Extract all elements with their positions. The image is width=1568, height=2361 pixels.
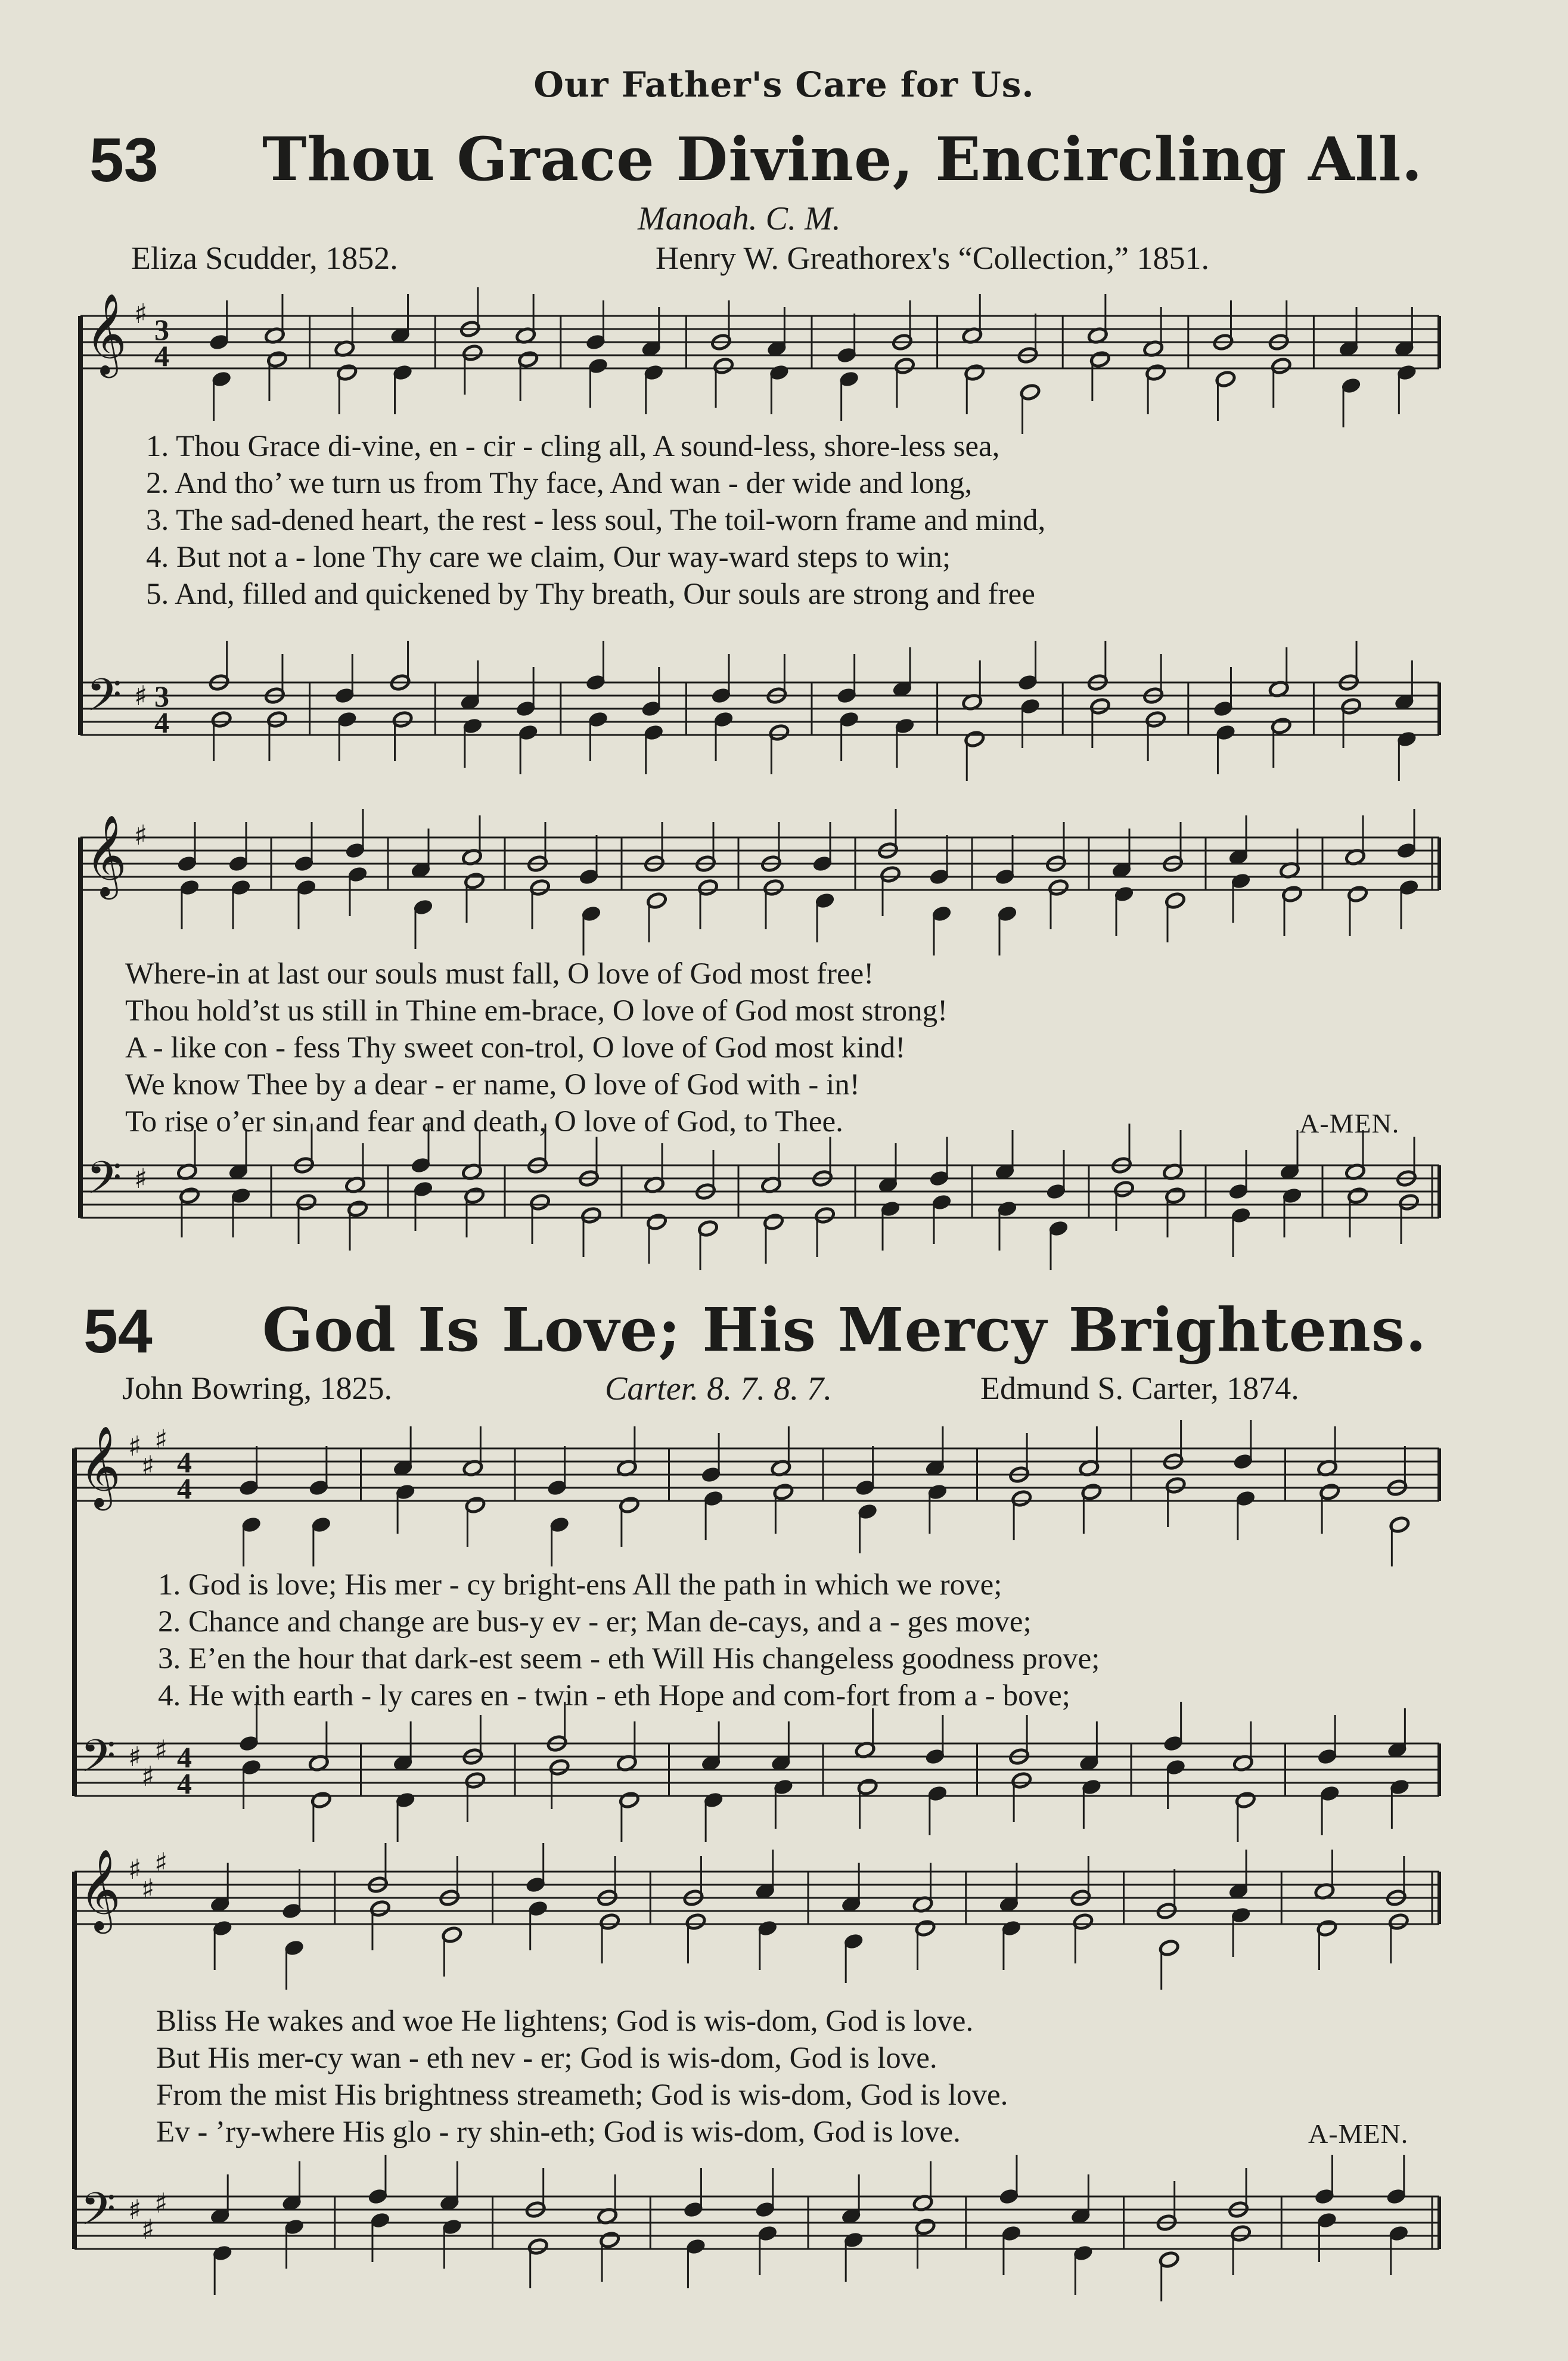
treble-clef-icon: 𝄞 (85, 814, 127, 896)
hymn-54-verse-2-line-1: 2. Chance and change are bus-y ev - er; Man de-cays, and a - ges move; (158, 1605, 1032, 1639)
hymn-53-verse-4-line-1: 4. But not a - lone Thy care we claim, Our way-ward steps to win; (146, 541, 951, 574)
time-signature-icon: 4 (154, 339, 169, 373)
hymn-54-verse-1-line-1: 1. God is love; His mer - cy bright-ens All the path in which we rove; (158, 1568, 1002, 1602)
sharp-icon: ♯ (128, 1740, 142, 1773)
sharp-icon: ♯ (134, 819, 148, 851)
hymn-53-amen: A-MEN. (1299, 1108, 1400, 1138)
hymn-53-verse-4-line-2: We know Thee by a dear - er name, O love of God with - in! (125, 1068, 860, 1102)
sharp-icon: ♯ (154, 1423, 168, 1456)
sharp-icon: ♯ (141, 1760, 155, 1792)
sharp-icon: ♯ (141, 2213, 155, 2245)
bass-clef-icon: 𝄢 (80, 2183, 116, 2247)
hymn-53-verse-1-line-2: Where-in at last our souls must fall, O love of God most free! (125, 957, 874, 991)
bass-clef-icon: 𝄢 (86, 669, 122, 733)
bass-clef-icon: 𝄢 (86, 1152, 122, 1215)
hymn-53-title: Thou Grace Divine, Encircling All. (262, 124, 1423, 194)
hymn-54-verse-3-line-2: From the mist His brightness streameth; God is wis-dom, God is love. (156, 2078, 1008, 2112)
hymn-53-verse-2-line-2: Thou hold’st us still in Thine em-brace, O love of God most strong! (125, 994, 948, 1028)
time-signature-icon: 3 (154, 680, 169, 713)
sharp-icon: ♯ (134, 1162, 148, 1195)
hymn-54-verse-3-line-1: 3. E’en the hour that dark-est seem - eth Will His changeless goodness prove; (158, 1642, 1100, 1676)
hymn-53-verse-2-line-1: 2. And tho’ we turn us from Thy face, And wan - der wide and long, (146, 467, 973, 500)
hymn-54-verse-4-line-2: Ev - ’ry-where His glo - ry shin-eth; God is wis-dom, God is love. (156, 2115, 961, 2149)
sharp-icon: ♯ (134, 680, 148, 712)
page-header: Our Father's Care for Us. (533, 64, 1035, 105)
sharp-icon: ♯ (134, 297, 148, 330)
hymn-53-verse-5-line-1: 5. And, filled and quickened by Thy breath, Our souls are strong and free (146, 578, 1035, 611)
sharp-icon: ♯ (141, 1450, 155, 1482)
time-signature-icon: 4 (177, 1767, 192, 1800)
hymn-54-amen: A-MEN. (1308, 2118, 1409, 2149)
hymn-53-tune: Manoah. C. M. (638, 200, 841, 237)
sharp-icon: ♯ (128, 1853, 142, 1885)
sharp-icon: ♯ (128, 2194, 142, 2226)
hymn-53-verse-3-line-1: 3. The sad-dened heart, the rest - less soul, The toil-worn frame and mind, (146, 504, 1046, 537)
hymn-53-verse-5-line-2: To rise o’er sin and fear and death, O love of God, to Thee. (125, 1105, 843, 1138)
hymn-54-author: John Bowring, 1825. (122, 1370, 393, 1406)
bass-clef-icon: 𝄢 (80, 1730, 116, 1794)
sharp-icon: ♯ (154, 1847, 168, 1879)
hymn-54-composer: Edmund S. Carter, 1874. (980, 1370, 1299, 1406)
time-signature-icon: 4 (177, 1472, 192, 1505)
hymn-53-verse-1-line-1: 1. Thou Grace di-vine, en - cir - cling all, A sound-less, shore-less sea, (146, 430, 1000, 463)
sharp-icon: ♯ (154, 1734, 168, 1766)
sharp-icon: ♯ (141, 1873, 155, 1905)
hymn-54-verse-4-line-1: 4. He with earth - ly cares en - twin - eth Hope and com-fort from a - bove; (158, 1679, 1070, 1712)
sharp-icon: ♯ (128, 1430, 142, 1462)
treble-clef-icon: 𝄞 (85, 292, 127, 374)
hymn-54-number: 54 (83, 1297, 153, 1366)
hymn-53-verse-3-line-2: A - like con - fess Thy sweet con-trol, O love of God most kind! (125, 1031, 906, 1065)
hymn-54-tune: Carter. 8. 7. 8. 7. (605, 1370, 833, 1407)
hymn-54-verse-1-line-2: Bliss He wakes and woe He lightens; God is wis-dom, God is love. (156, 2005, 974, 2038)
hymn-54-title: God Is Love; His Mercy Brightens. (262, 1295, 1427, 1365)
sharp-icon: ♯ (154, 2187, 168, 2219)
treble-clef-icon: 𝄞 (79, 1848, 121, 1930)
hymn-53-composer: Henry W. Greathorex's “Collection,” 1851. (656, 240, 1209, 276)
hymn-53-author: Eliza Scudder, 1852. (131, 240, 398, 276)
hymn-53-number: 53 (89, 126, 159, 195)
time-signature-icon: 3 (154, 313, 169, 346)
treble-clef-icon: 𝄞 (79, 1425, 121, 1507)
time-signature-icon: 4 (177, 1740, 192, 1774)
time-signature-icon: 4 (177, 1445, 192, 1479)
time-signature-icon: 4 (154, 706, 169, 739)
hymn-54-verse-2-line-2: But His mer-cy wan - eth nev - er; God is wis-dom, God is love. (156, 2042, 937, 2075)
